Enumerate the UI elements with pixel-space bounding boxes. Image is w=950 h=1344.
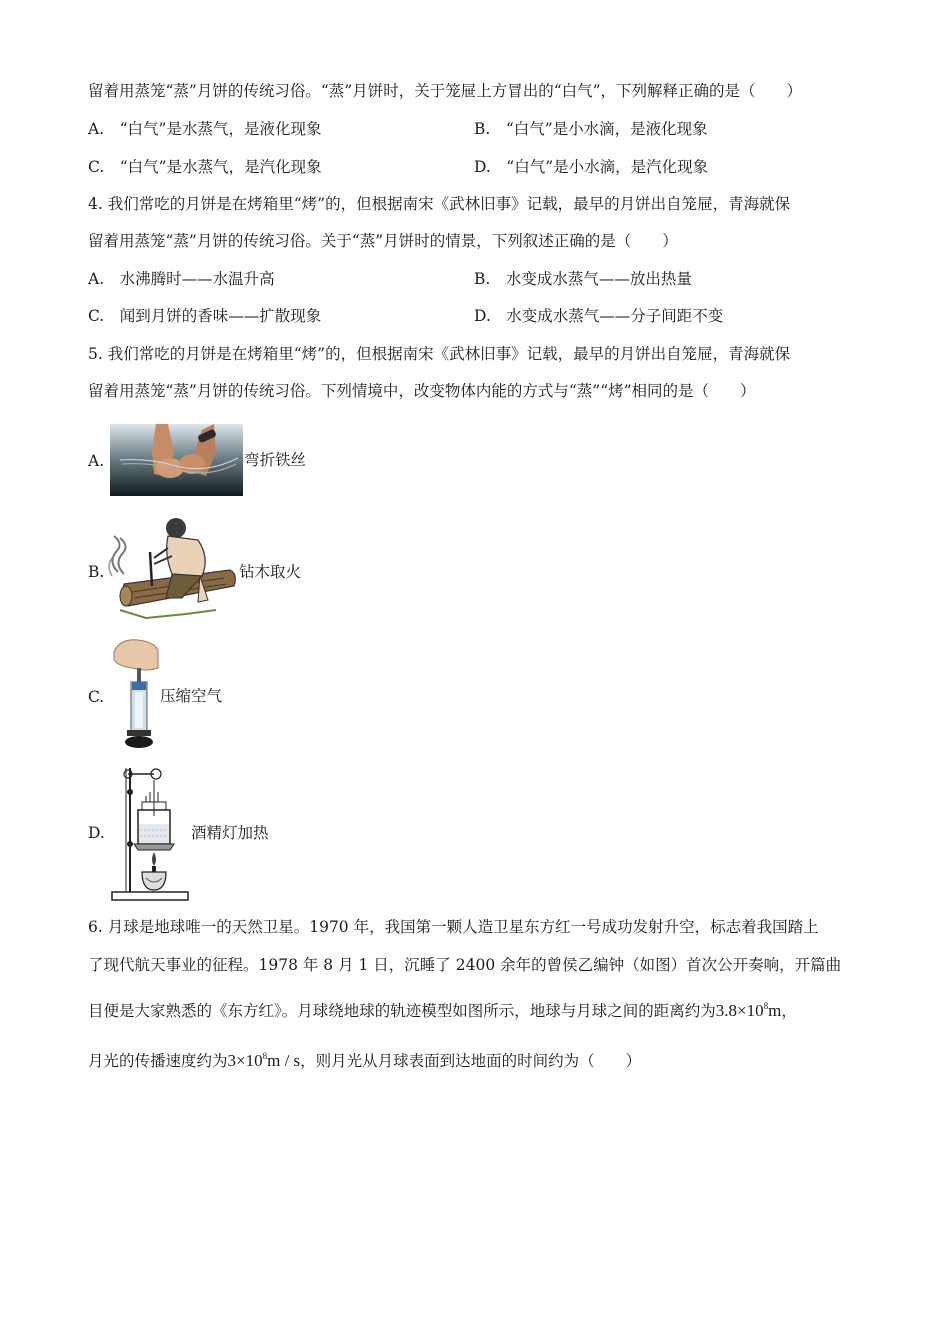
q3-option-c[interactable]: C. “白气”是水蒸气，是汽化现象	[88, 158, 322, 176]
q6-line3	[88, 995, 797, 1022]
q3-option-a[interactable]: A. “白气”是水蒸气，是液化现象	[88, 120, 322, 138]
drilling-wood-fire-drawing-icon	[106, 514, 240, 626]
q5-option-d-caption: 酒精灯加热	[191, 824, 269, 842]
q3-option-d[interactable]: D. “白气”是小水滴，是汽化现象	[474, 158, 709, 176]
q6-line1: 6. 月球是地球唯一的天然卫星。1970 年，我国第一颗人造卫星东方红一号成功发射升空，标志着我国踏上	[88, 918, 819, 936]
speed-value: $3\times 10^8m / s$	[227, 1051, 301, 1070]
q6-line3-tail: ，	[781, 1002, 797, 1020]
q5-option-a-caption: 弯折铁丝	[244, 451, 307, 469]
q5-option-c-label[interactable]: C.	[88, 688, 105, 706]
q6-line4-tail: ，则月光从月球表面到达地面的时间约为（ ）	[300, 1052, 642, 1070]
q5-option-b-caption: 钻木取火	[239, 563, 302, 581]
q5-option-b-label[interactable]: B.	[88, 563, 105, 581]
q3-option-b[interactable]: B. “白气”是小水滴，是液化现象	[474, 120, 708, 138]
q4-option-c[interactable]: C. 闻到月饼的香味——扩散现象	[88, 307, 322, 325]
bending-wire-photo-icon	[110, 424, 243, 496]
q5-stem-line2: 留着用蒸笼“蒸”月饼的传统习俗。下列情境中，改变物体内能的方式与“蒸”“烤”相同的是（ ）	[88, 382, 756, 400]
q4-option-d[interactable]: D. 水变成水蒸气——分子间距不变	[474, 307, 724, 325]
q5-stem-line1: 5. 我们常吃的月饼是在烤箱里“烤”的，但根据南宋《武林旧事》记载，最早的月饼出自笼屉，青海就保	[88, 345, 791, 363]
q4-stem-line2: 留着用蒸笼“蒸”月饼的传统习俗。关于“蒸”月饼时的情景，下列叙述正确的是（ ）	[88, 232, 678, 250]
q6-line4	[88, 1045, 641, 1072]
q5-option-d-label[interactable]: D.	[88, 824, 105, 842]
q4-option-b[interactable]: B. 水变成水蒸气——放出热量	[474, 270, 692, 288]
q4-stem-line1: 4. 我们常吃的月饼是在烤箱里“烤”的，但根据南宋《武林旧事》记载，最早的月饼出自笼屉，青海就保	[88, 195, 791, 213]
q6-line2: 了现代航天事业的征程。1978 年 8 月 1 日，沉睡了 2400 余年的曾侯乙编钟（如图）首次公开奏响，开篇曲	[88, 956, 842, 974]
distance-value: $3.8\times 10^8m$	[715, 1001, 782, 1020]
air-compression-cylinder-photo-icon	[110, 638, 160, 752]
q6-line4-text: 月光的传播速度约为	[88, 1052, 228, 1070]
q5-option-c-caption: 压缩空气	[160, 687, 223, 705]
q3-stem-line2: 留着用蒸笼“蒸”月饼的传统习俗。“蒸”月饼时，关于笼屉上方冒出的“白气”，下列解释正确的是（ ）	[88, 82, 803, 100]
alcohol-lamp-heating-drawing-icon	[110, 760, 190, 904]
q5-option-a-label[interactable]: A.	[88, 452, 105, 470]
q4-option-a[interactable]: A. 水沸腾时——水温升高	[88, 270, 275, 288]
q6-line3-text: 目便是大家熟悉的《东方红》。月球绕地球的轨迹模型如图所示，地球与月球之间的距离约为	[88, 1002, 716, 1020]
